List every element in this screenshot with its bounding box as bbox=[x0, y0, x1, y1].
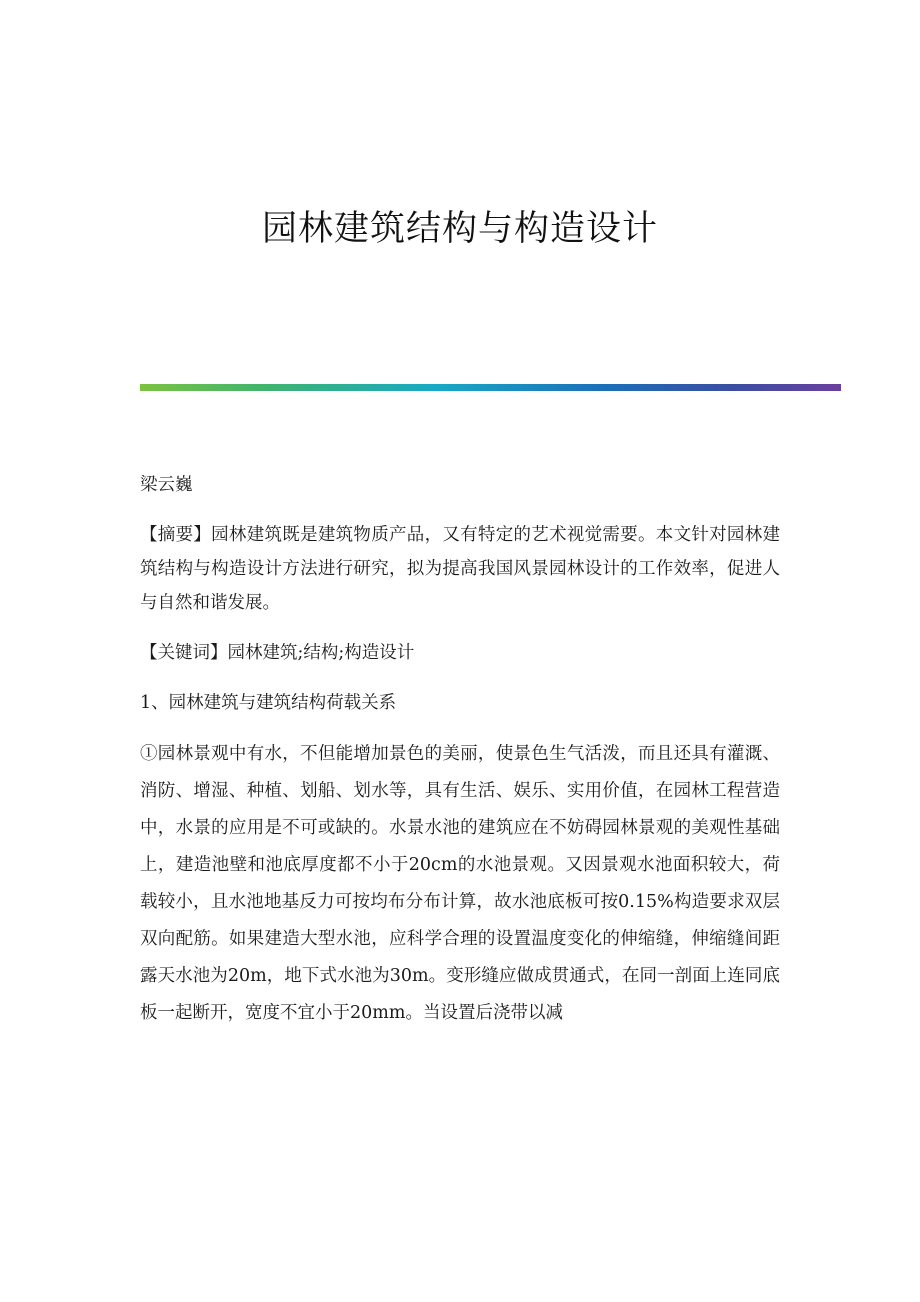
section-heading: 1、园林建筑与建筑结构荷载关系 bbox=[140, 693, 397, 713]
body-paragraph: ①园林景观中有水，不但能增加景色的美丽，使景色生气活泼，而且还具有灌溉、消防、增湿、种植、划船、划水等，具有生活、娱乐、实用价值，在园林工程营造中，水景的应用是不可或缺的。水景水池的建筑应在不妨碍园林景观的美观性基础上，建造池壁和池底厚度都不小于20cm的水池景观。又因景观水池面积较大，荷载较小，且水池地基反力可按均布分布计算，故水池底板可按0.15%构造要求双层双向配筋。如果建造大型水池，应科学合理的设置温度变化的伸缩缝，伸缩缝间距露天水池为20m，地下式水池为30m。变形缝应做成贯通式，在同一剖面上连同底板一起断开，宽度不宜小于20mm。当设置后浇带以减 bbox=[140, 744, 780, 1023]
document-body bbox=[140, 468, 780, 1048]
keywords-line: 【关键词】园林建筑;结构;构造设计 bbox=[140, 643, 415, 663]
document-title: 园林建筑结构与构造设计 bbox=[261, 209, 658, 249]
abstract-paragraph: 【摘要】园林建筑既是建筑物质产品，又有特定的艺术视觉需要。本文针对园林建筑结构与构造设计方法进行研究，拟为提高我国风景园林设计的工作效率，促进人与自然和谐发展。 bbox=[140, 525, 780, 613]
title-divider bbox=[140, 384, 841, 391]
author-name: 梁云巍 bbox=[140, 475, 193, 495]
